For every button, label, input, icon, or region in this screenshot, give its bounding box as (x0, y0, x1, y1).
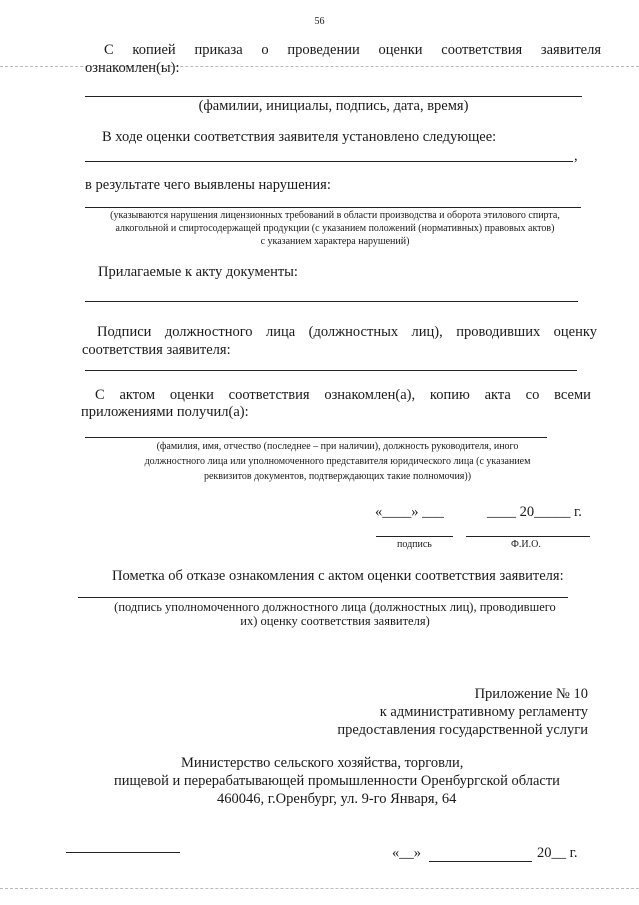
date-field: «____» ___ (375, 504, 444, 520)
received-label: приложениями получил(а): (81, 404, 249, 420)
refusal-caption-1: (подпись уполномоченного должностного лица (должностных лиц), проводившего (114, 600, 556, 614)
word: лиц), (411, 324, 443, 340)
word: соответствия (441, 42, 523, 58)
word: С (104, 42, 114, 58)
page-number: 56 (314, 16, 325, 27)
word: актом (119, 387, 156, 403)
refusal-blank-line (78, 597, 568, 598)
signatures-blank-line (85, 370, 577, 371)
signatures-label: соответствия заявителя: (82, 342, 231, 358)
word: оценки (378, 42, 423, 58)
word: о (261, 42, 269, 58)
word: приказа (194, 42, 243, 58)
bottom-date-year: 20__ г. (537, 845, 578, 861)
findings-comma: , (574, 148, 578, 164)
word: Подписи (97, 324, 152, 340)
violations-caption-2: алкогольной и спиртосодержащей продукции (с указанием положений (нормативных) правовых актов) (115, 223, 555, 234)
findings-intro: В ходе оценки соответствия заявителя установлено следующее: (102, 129, 497, 145)
word: проводивших (456, 324, 541, 340)
word: копию (429, 387, 470, 403)
fio-label: Ф.И.О. (511, 539, 541, 550)
refusal-caption-2: их) оценку соответствия заявителя) (240, 614, 430, 628)
word: всеми (554, 387, 591, 403)
appendix-service: предоставления государственной услуги (337, 722, 588, 738)
word: заявителя (540, 42, 601, 58)
bottom-date-open: «__» (392, 845, 421, 861)
violations-blank-line (85, 207, 581, 208)
familiarized-blank-line (85, 96, 582, 97)
familiarized-label: ознакомлен(ы): (85, 60, 180, 76)
attachments-blank-line (85, 301, 578, 302)
signatures-statement (97, 324, 597, 341)
familiarized-statement (104, 42, 601, 59)
fio-line (466, 536, 590, 537)
violations-caption-1: (указываются нарушения лицензионных требований в области производства и оборота этилового спирта, (110, 210, 560, 221)
refusal-label: Пометка об отказе ознакомления с актом оценки соответствия заявителя: (112, 568, 564, 584)
bottom-date-month-line (429, 861, 532, 862)
violations-label: в результате чего выявлены нарушения: (85, 177, 331, 193)
word: оценки (169, 387, 214, 403)
ministry-name-line-1: Министерство сельского хозяйства, торговли, (181, 755, 464, 771)
word: проведении (287, 42, 360, 58)
word: оценку (553, 324, 597, 340)
signature-line (376, 536, 453, 537)
received-statement (95, 387, 591, 404)
findings-blank-line (85, 161, 573, 162)
signature-label: подпись (397, 539, 432, 550)
received-blank-line (85, 437, 547, 438)
word: акта (484, 387, 511, 403)
year-field: ____ 20_____ г. (487, 504, 582, 520)
document-number-line (66, 852, 180, 853)
received-caption-2: должностного лица или уполномоченного представителя юридического лица (с указанием (144, 456, 531, 467)
word: ознакомлен(а), (324, 387, 416, 403)
received-caption-3: реквизитов документов, подтверждающих такие полномочия)) (203, 471, 472, 482)
word: (должностных (308, 324, 399, 340)
familiarized-caption: (фамилии, инициалы, подпись, дата, время) (198, 98, 469, 114)
appendix-regulation: к административному регламенту (379, 704, 588, 720)
received-caption-1: (фамилия, имя, отчество (последнее – при наличии), должность руководителя, иного (156, 441, 519, 452)
word: должностного (164, 324, 253, 340)
violations-caption-3: с указанием характера нарушений) (260, 236, 410, 247)
word: соответствия (228, 387, 310, 403)
ministry-address: 460046, г.Оренбург, ул. 9-го Января, 64 (217, 791, 457, 807)
ministry-name-line-2: пищевой и перерабатывающей промышленности Оренбургской области (114, 773, 560, 789)
word: С (95, 387, 105, 403)
scan-artifact-line-bottom (0, 888, 639, 889)
attachments-label: Прилагаемые к акту документы: (98, 264, 298, 280)
word: лица (266, 324, 296, 340)
word: со (525, 387, 540, 403)
appendix-title: Приложение № 10 (474, 686, 588, 702)
word: копией (132, 42, 176, 58)
